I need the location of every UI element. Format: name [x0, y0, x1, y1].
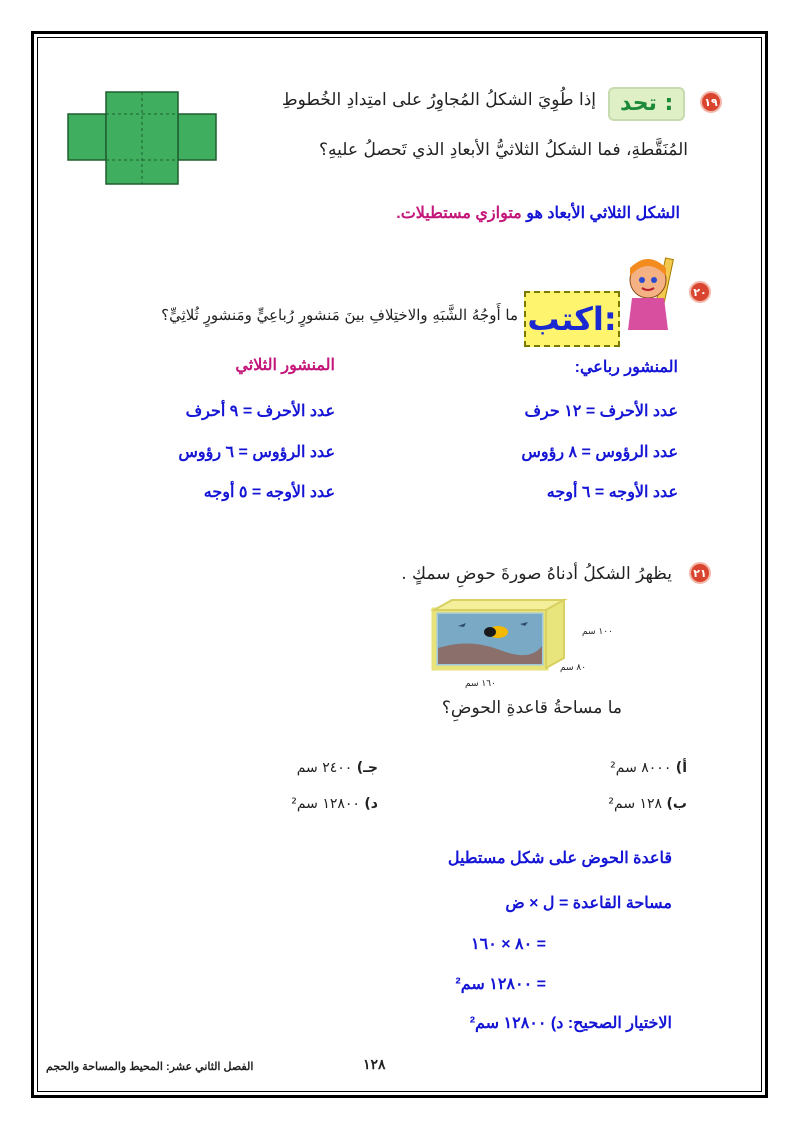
option-a-value: ٨٠٠٠ سم² — [610, 760, 672, 776]
option-a — [610, 760, 687, 776]
option-a-label: أ) — [675, 760, 687, 776]
option-c-label: جـ) — [356, 760, 378, 776]
write-badge: اكتب: — [524, 291, 620, 347]
footer-chapter-title: المحيط والمساحة والحجم — [46, 1061, 163, 1073]
page-number: ١٢٨ — [363, 1056, 386, 1072]
tri-prism-title: المنشور الثلاثي — [235, 357, 335, 374]
footer-chapter-label: الفصل الثاني عشر: — [166, 1061, 254, 1073]
solution-line-3: = ٨٠ × ١٦٠ — [471, 936, 546, 953]
tri-prism-vertices: عدد الرؤوس = ٦ رؤوس — [178, 444, 335, 461]
quad-prism-title: المنشور رباعي: — [574, 359, 678, 376]
question-19-line1: إذا طُوِيَ الشكلُ المُجاوِرُ على امتِدادِ الخُطوطِ — [281, 90, 596, 110]
option-c — [297, 760, 378, 776]
fish-tank-image — [430, 598, 570, 676]
cube-net-figure — [66, 90, 218, 186]
option-c-value: ٢٤٠٠ سم — [296, 760, 353, 776]
solution-line-1: قاعدة الحوض على شكل مستطيل — [447, 850, 672, 867]
option-b-value: ١٢٨ سم² — [608, 796, 663, 812]
option-d-value: ١٢٨٠٠ سم² — [291, 796, 360, 812]
question-20-number: ٢٠ — [689, 281, 711, 303]
solution-final-answer: الاختيار الصحيح: د) ١٢٨٠٠ سم² — [469, 1015, 672, 1032]
question-21-question: ما مساحةُ قاعدةِ الحوضِ؟ — [441, 698, 622, 718]
quad-prism-vertices: عدد الرؤوس = ٨ رؤوس — [521, 444, 678, 461]
option-b-label: ب) — [666, 796, 687, 812]
answer-text: الشكل الثلاثي الأبعاد هو — [526, 205, 680, 222]
quad-prism-edges: عدد الأحرف = ١٢ حرف — [524, 403, 678, 420]
quad-prism-faces: عدد الأوجه = ٦ أوجه — [546, 484, 678, 501]
solution-line-4: = ١٢٨٠٠ سم² — [455, 976, 546, 993]
answer-highlight: متوازي مستطيلات. — [396, 205, 522, 222]
tank-depth-label: ٨٠ سم — [560, 663, 587, 673]
question-19-answer — [396, 203, 680, 223]
solution-line-2: مساحة القاعدة = ل × ض — [505, 895, 672, 912]
question-19-number: ١٩ — [700, 91, 722, 113]
question-19-line2: المُنَقَّطةِ، فما الشكلُ الثلاثيُّ الأبعادِ الذي تَحصلُ عليهِ؟ — [319, 140, 688, 160]
footer-chapter — [46, 1060, 253, 1073]
question-20-text: ما أَوجُهُ الشَّبَهِ والاختِلافِ بينَ مَنشورٍ رُباعِيٍّ ومَنشورٍ ثُلاثِيٍّ؟ — [161, 306, 518, 324]
girl-writing-icon — [618, 254, 688, 334]
tank-length-label: ١٦٠ سم — [465, 679, 496, 689]
question-21-text: يظهرُ الشكلُ أدناهُ صورةَ حوضِ سمكٍ . — [401, 564, 672, 584]
option-d-label: د) — [364, 796, 378, 812]
tri-prism-faces: عدد الأوجه = ٥ أوجه — [203, 484, 335, 501]
option-b — [608, 796, 687, 812]
question-21-number: ٢١ — [689, 562, 711, 584]
tri-prism-edges: عدد الأحرف = ٩ أحرف — [185, 403, 335, 420]
tank-height-label: ١٠٠ سم — [582, 627, 613, 637]
option-d — [291, 796, 378, 812]
challenge-badge: تحد : — [608, 87, 685, 121]
